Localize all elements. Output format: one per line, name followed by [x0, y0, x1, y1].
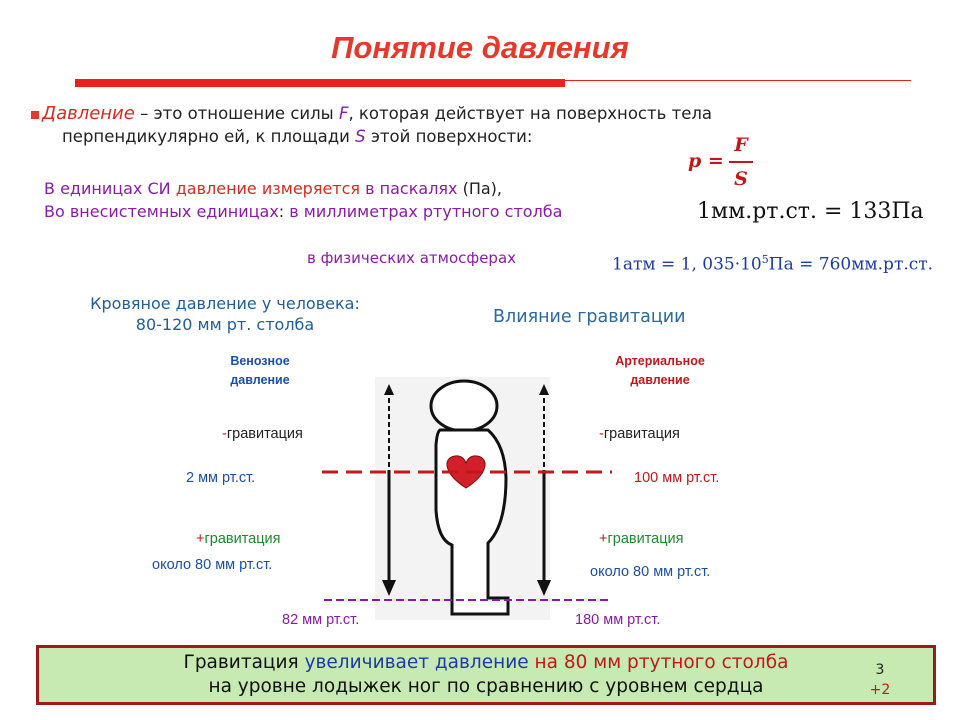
slide-number-value: 3: [875, 662, 885, 678]
summary-part: Гравитация: [183, 652, 305, 673]
definition-text: этой поверхности:: [365, 127, 533, 146]
units-text: Во внесистемных единицах: [44, 202, 279, 221]
definition-text: , которая действует на поверхность тела: [348, 104, 713, 123]
minus-sign: -: [599, 426, 604, 442]
area-symbol: S: [355, 127, 366, 146]
plus-sign: +: [599, 531, 608, 547]
right-plus-gravity: [599, 531, 684, 547]
plus-sign: +: [196, 531, 205, 547]
equation-atm-exponent: 5: [761, 253, 769, 266]
right-foot-value: 180 мм рт.ст.: [575, 612, 661, 628]
left-heart-value: 2 мм рт.ст.: [186, 470, 256, 486]
force-symbol: F: [338, 104, 349, 123]
units-text: в паскалях: [365, 179, 458, 198]
atm-units-text: в физических атмосферах: [307, 249, 517, 267]
units-text: В единицах СИ: [44, 179, 176, 198]
gravity-word: гравитация: [607, 531, 684, 547]
units-text: в миллиметрах ртутного столба: [289, 202, 563, 221]
definition-term: Давление: [42, 103, 135, 124]
definition-text: – это отношение силы: [134, 104, 339, 123]
equation-mmhg: 1мм.рт.ст. = 133Па: [697, 199, 924, 224]
summary-text: [36, 651, 936, 699]
blood-pressure-line: 80-120 мм рт. столба: [135, 315, 315, 334]
venous-label-line: давление: [230, 373, 290, 387]
minus-sign: -: [222, 426, 227, 442]
gravity-title: Влияние гравитации: [493, 307, 686, 327]
summary-line-1: [36, 651, 936, 675]
arterial-label-line: давление: [630, 373, 690, 387]
page-title: Понятие давления: [331, 30, 629, 65]
gravity-word: гравитация: [226, 426, 303, 442]
gravity-word: гравитация: [204, 531, 281, 547]
venous-label-line: Венозное: [230, 354, 290, 368]
blood-pressure-line: Кровяное давление у человека:: [90, 294, 360, 313]
summary-part: на 80 мм ртутного столба: [534, 652, 789, 673]
left-foot-value: 82 мм рт.ст.: [282, 612, 360, 628]
gravity-word: гравитация: [603, 426, 680, 442]
units-text: давление измеряется: [175, 179, 366, 198]
equation-atm-part: 1атм = 1, 035·10: [612, 254, 762, 275]
person-head: [431, 381, 497, 431]
arterial-label-line: Артериальное: [615, 354, 705, 368]
summary-line-2: на уровне лодыжек ног по сравнению с уровнем сердца: [208, 676, 764, 697]
formula-denominator: S: [734, 168, 748, 190]
definition-text: перпендикулярно ей, к площади: [62, 127, 356, 146]
units-text: :: [278, 202, 290, 221]
equation-atm-part: Па = 760мм.рт.ст.: [768, 254, 934, 275]
formula-numerator: F: [734, 134, 748, 156]
formula-lhs: p =: [688, 150, 724, 172]
slide-number: [865, 660, 895, 700]
right-minus-gravity: [599, 426, 680, 442]
right-heart-value: 100 мм рт.ст.: [634, 470, 720, 486]
left-approx: около 80 мм рт.ст.: [152, 557, 273, 573]
summary-part: увеличивает давление: [304, 652, 535, 673]
right-approx: около 80 мм рт.ст.: [590, 564, 711, 580]
units-text: (Па),: [457, 179, 503, 198]
left-plus-gravity: [196, 531, 281, 547]
left-minus-gravity: [222, 426, 303, 442]
slide-number-plus: +2: [869, 682, 891, 698]
